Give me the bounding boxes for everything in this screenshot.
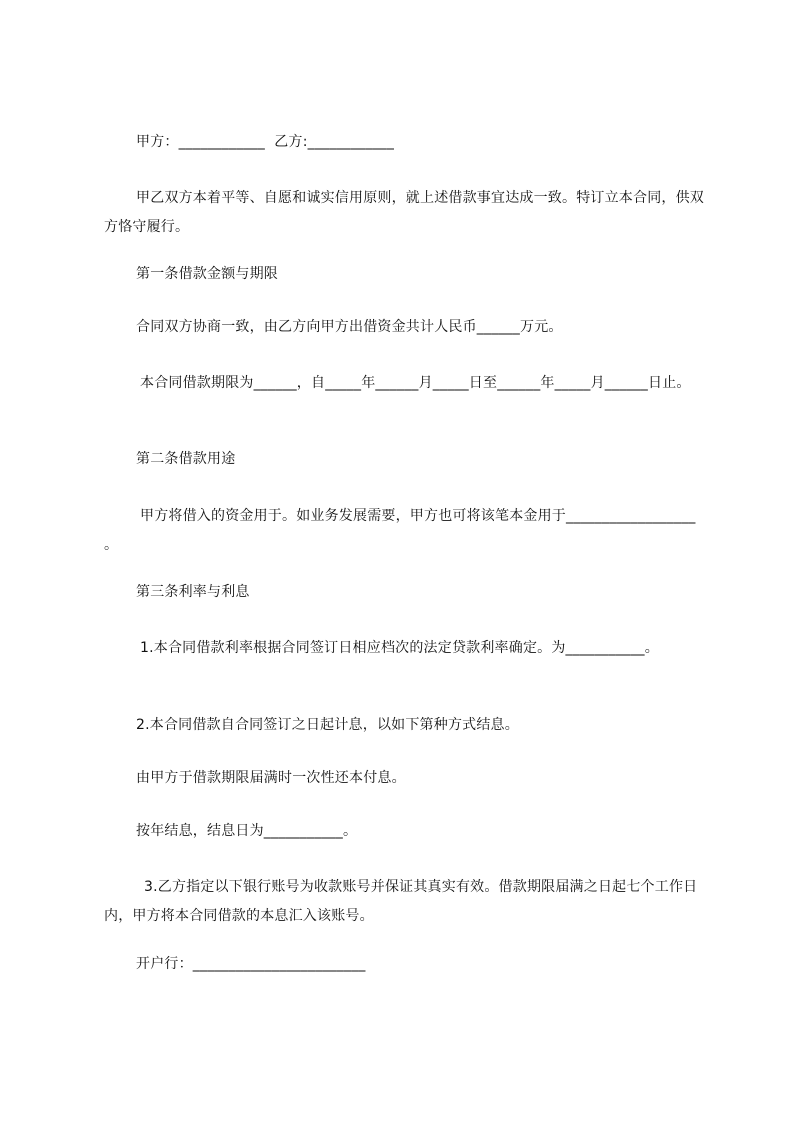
- article-1-paragraph-1: 合同双方协商一致，由乙方向甲方出借资金共计人民币______万元。: [136, 319, 563, 335]
- article-3-title: 第三条利率与利息: [136, 584, 250, 600]
- article-3-option-1: 由甲方于借款期限届满时一次性还本付息。: [136, 770, 406, 786]
- article-3-item-3: 3.乙方指定以下银行账号为收款账号并保证其真实有效。借款期限届满之日起七个工作日内，甲方将本合同借款的本息汇入该账号。: [104, 879, 698, 924]
- article-3-item-1: 1.本合同借款利率根据合同签订日相应档次的法定贷款利率确定。为___________。: [140, 640, 659, 656]
- article-3-item-2: 2.本合同借款自合同签订之日起计息，以如下第种方式结息。: [136, 717, 519, 733]
- article-3-option-2: 按年结息，结息日为___________。: [136, 823, 358, 839]
- parties-line: 甲方：____________ 乙方:____________: [136, 134, 395, 150]
- article-1-title: 第一条借款金额与期限: [136, 266, 278, 282]
- intro-paragraph: 甲乙双方本着平等、自愿和诚实信用原则，就上述借款事宜达成一致。特订立本合同，供双方恪守履行。: [104, 190, 704, 235]
- article-1-paragraph-2: 本合同借款期限为______，自_____年______月_____日至______年_____月______日止。: [140, 375, 691, 391]
- bank-line: 开户行：________________________: [136, 956, 366, 972]
- article-2-title: 第二条借款用途: [136, 451, 236, 467]
- article-2-paragraph-1: 甲方将借入的资金用于。如业务发展需要，甲方也可将该笔本金用于__________________。: [104, 508, 696, 553]
